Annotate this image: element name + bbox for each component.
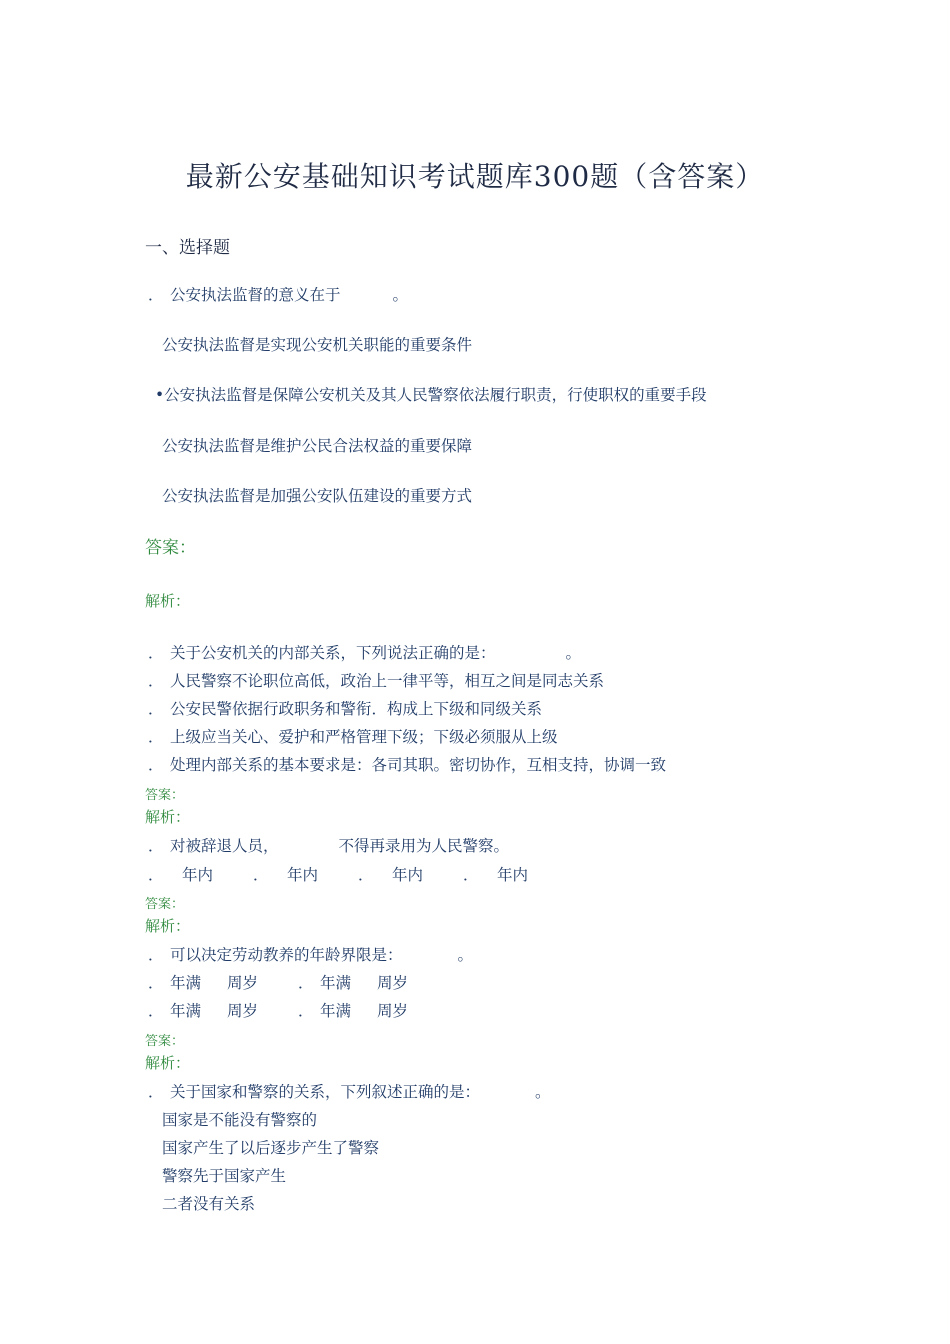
question-tail: 。 xyxy=(565,644,582,662)
option-d: ． 年内 xyxy=(463,866,529,884)
option-a: 国家是不能没有警察的 xyxy=(162,1111,318,1129)
answer-label: 答案： xyxy=(145,1034,185,1049)
option-b: ． 年内 xyxy=(253,866,319,884)
option-d: ． 处理内部关系的基本要求是：各司其职。密切协作，互相支持，协调一致 xyxy=(148,756,667,774)
question-stem: 可以决定劳动教养的年龄界限是： xyxy=(170,946,403,964)
question-4: ． 可以决定劳动教养的年龄界限是： 。 xyxy=(148,943,473,965)
question-marker: ． xyxy=(148,286,164,304)
option-a: 公安执法监督是实现公安机关职能的重要条件 xyxy=(162,336,473,354)
question-stem: 公安执法监督的意义在于 xyxy=(170,286,341,304)
answer-label: 答案： xyxy=(145,538,196,558)
option-a: ． 人民警察不论职位高低，政治上一律平等，相互之间是同志关系 xyxy=(148,672,605,690)
question-tail: 。 xyxy=(392,286,409,304)
option-c: ． 年满 周岁 xyxy=(148,1002,259,1020)
analysis-label: 解析： xyxy=(145,1054,191,1072)
question-2: ． 关于公安机关的内部关系，下列说法正确的是： 。 xyxy=(148,641,581,663)
option-c: ． 上级应当关心、爱护和严格管理下级；下级必须服从上级 xyxy=(148,728,558,746)
section-heading: 一、选择题 xyxy=(145,238,230,258)
question-tail: 。 xyxy=(457,946,474,964)
option-c: 警察先于国家产生 xyxy=(162,1167,287,1185)
answer-label: 答案： xyxy=(145,897,185,912)
option-c: 公安执法监督是维护公民合法权益的重要保障 xyxy=(162,437,473,455)
analysis-label: 解析： xyxy=(145,917,191,935)
option-a: ． 年内 xyxy=(148,866,214,884)
option-b: 国家产生了以后逐步产生了警察 xyxy=(162,1139,380,1157)
question-5: ． 关于国家和警察的关系，下列叙述正确的是： 。 xyxy=(148,1080,551,1102)
document-title: 最新公安基础知识考试题库300题（含答案） xyxy=(185,160,765,193)
question-stem-end: 不得再录用为人民警察。 xyxy=(338,837,510,855)
answer-label: 答案： xyxy=(145,788,185,803)
question-stem: 关于公安机关的内部关系，下列说法正确的是： xyxy=(170,644,496,662)
question-stem: 对被辞退人员， xyxy=(170,837,279,855)
question-3: ． 对被辞退人员， 不得再录用为人民警察。 xyxy=(148,837,510,855)
bullet-icon: • xyxy=(155,386,165,404)
option-b: •公安执法监督是保障公安机关及其人民警察依法履行职责，行使职权的重要手段 xyxy=(155,386,707,404)
option-b: ． 年满 周岁 xyxy=(298,974,409,992)
question-tail: 。 xyxy=(535,1083,551,1101)
analysis-label: 解析： xyxy=(145,808,191,826)
option-a: ． 年满 周岁 xyxy=(148,974,259,992)
option-d: ． 年满 周岁 xyxy=(298,1002,409,1020)
question-stem: 关于国家和警察的关系，下列叙述正确的是： xyxy=(170,1083,481,1101)
option-d: 二者没有关系 xyxy=(162,1195,256,1213)
option-b: ． 公安民警依据行政职务和警衔．构成上下级和同级关系 xyxy=(148,700,543,718)
option-c: ． 年内 xyxy=(358,866,424,884)
analysis-label: 解析： xyxy=(145,592,191,610)
option-d: 公安执法监督是加强公安队伍建设的重要方式 xyxy=(162,487,473,505)
question-1 xyxy=(148,283,408,305)
